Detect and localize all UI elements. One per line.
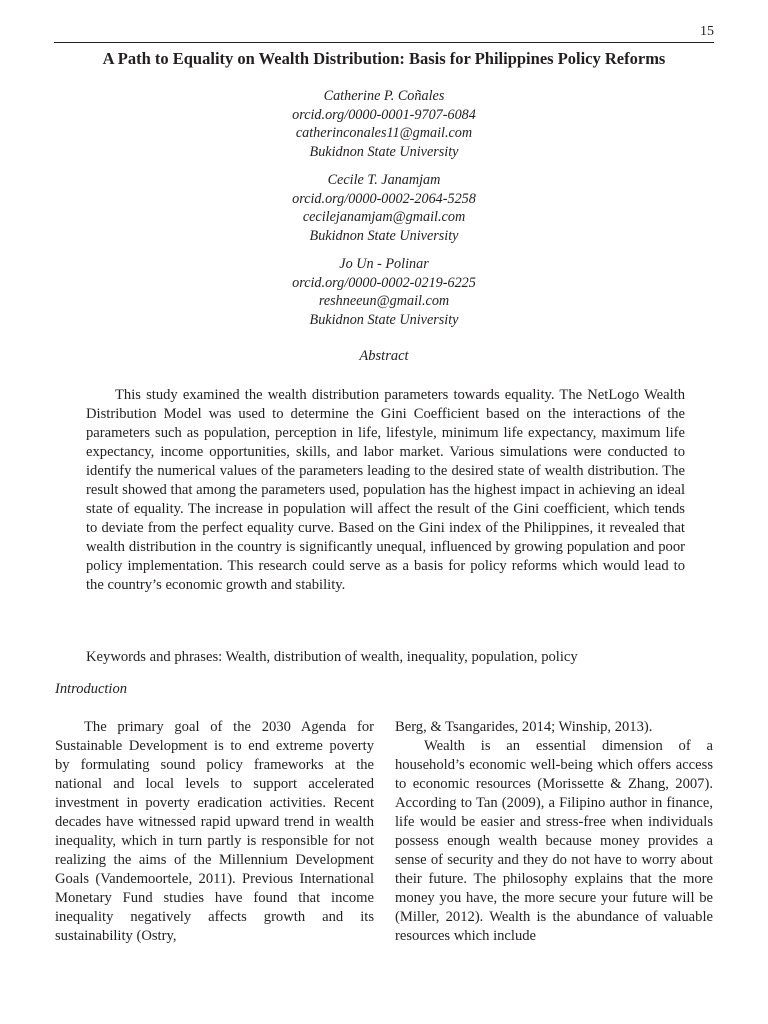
intro-paragraph: Wealth is an essential dimension of a household’s economic well-being which offers access to economic resources (Morissette & Zhang, 2007). According to Tan (2009), a Filipino author in finance, life would be easier and stress-free when individuals possess enough wealth because money provides a sense of security and they do not have to worry about their future. The philosophy explains that the more money you have, the more secure your future will be (Miller, 2012). Wealth is the abundance of valuable resources which include (395, 738, 713, 944)
abstract-body: This study examined the wealth distribution parameters towards equality. The NetLogo Wealth Distribution Model was used to determine the Gini Coefficient based on the interactions of the parameters such as population, perception in life, lifestyle, minimum life expectancy, maximum life expectancy, income opportunities, skills, and labor market. Various simulations were conducted to identify the numerical values of the parameters leading to the desired state of wealth distribution. The result showed that among the parameters used, population has the highest impact in achieving an ideal state of equality. The increase in population will affect the result of the Gini coefficient, which tends to deviate from the perfect equality curve. Based on the Gini index of the Philippines, it revealed that wealth distribution in the country is significantly unequal, influenced by growing population and poor policy implementation. This research could serve as a basis for policy reforms which would lead to the country’s economic growth and stability. (86, 387, 685, 593)
right-column (395, 718, 713, 946)
author-name: Cecile T. Janamjam (327, 172, 441, 188)
author-email[interactable]: cecilejanamjam@gmail.com (302, 209, 466, 226)
introduction-heading: Introduction (55, 681, 127, 697)
intro-paragraph-continuation: Berg, & Tsangarides, 2014; Winship, 2013). (395, 719, 653, 735)
author-block-3 (54, 255, 714, 330)
header-rule (54, 42, 714, 43)
left-column (55, 718, 374, 946)
author-block-1 (54, 87, 714, 162)
author-orcid[interactable]: orcid.org/0000-0001-9707-6084 (292, 106, 476, 123)
author-name: Catherine P. Coñales (323, 88, 445, 104)
author-affiliation: Bukidnon State University (309, 228, 459, 245)
paper-title: A Path to Equality on Wealth Distribution: Basis for Philippines Policy Reforms (102, 49, 666, 68)
author-orcid[interactable]: orcid.org/0000-0002-0219-6225 (292, 274, 476, 291)
author-affiliation: Bukidnon State University (309, 312, 459, 329)
author-block-2 (54, 171, 714, 246)
page-number: 15 (700, 24, 714, 39)
author-orcid[interactable]: orcid.org/0000-0002-2064-5258 (292, 190, 476, 207)
abstract-heading: Abstract (359, 348, 409, 364)
keywords: Keywords and phrases: Wealth, distribution of wealth, inequality, population, policy (86, 649, 578, 665)
author-name: Jo Un - Polinar (339, 256, 429, 272)
author-email[interactable]: reshneeun@gmail.com (318, 293, 450, 310)
intro-paragraph: The primary goal of the 2030 Agenda for Sustainable Development is to end extreme poverty by formulating sound policy frameworks at the national and local levels to support accelerated investment in poverty eradication activities. Recent decades have witnessed rapid upward trend in wealth inequality, which in turn partly is responsible for not realizing the aims of the Millennium Development Goals (Vandemoortele, 2011). Previous International Monetary Fund studies have found that income inequality negatively affects growth and its sustainability (Ostry, (55, 719, 374, 944)
author-affiliation: Bukidnon State University (309, 144, 459, 161)
author-email[interactable]: catherinconales11@gmail.com (295, 125, 473, 142)
